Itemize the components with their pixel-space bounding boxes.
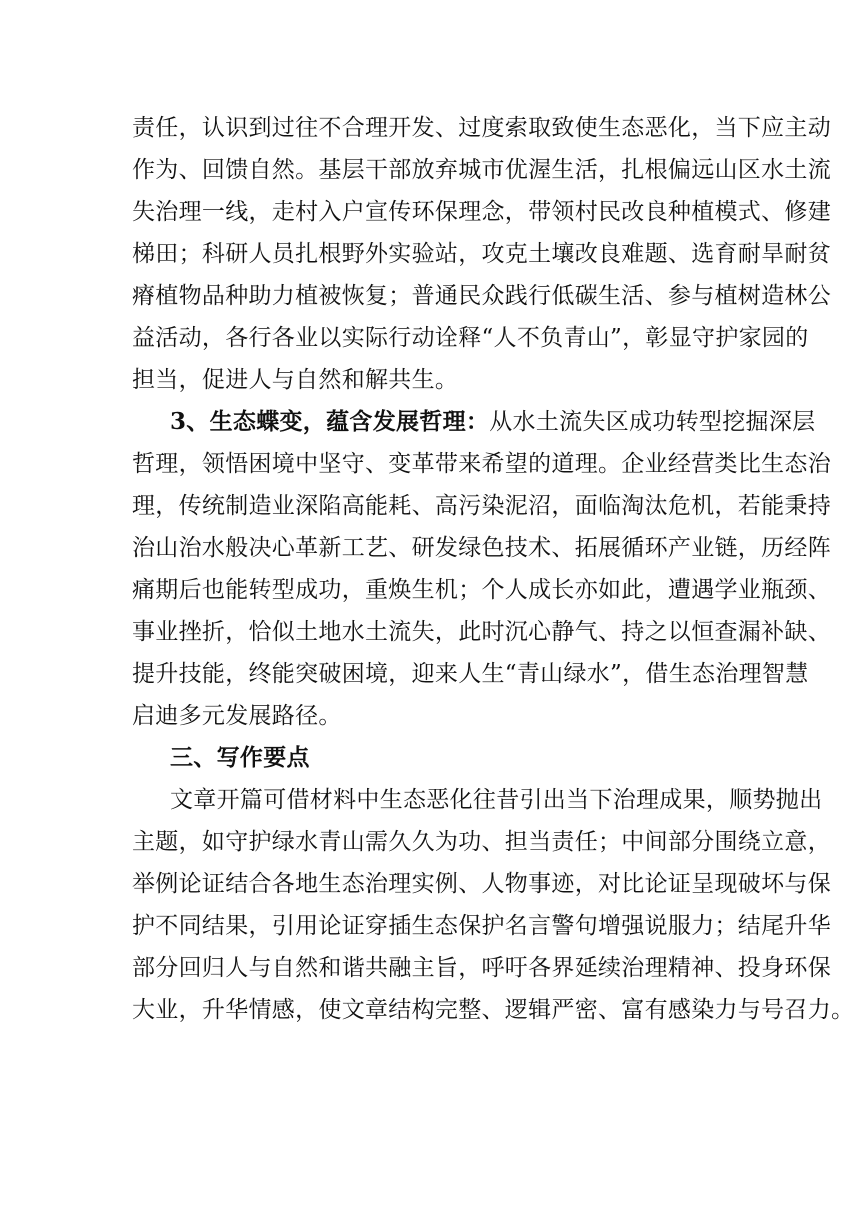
text-line: 部分回归人与自然和谐共融主旨，呼吁各界延续治理精神、投身环保 xyxy=(132,955,831,981)
text-line: 益活动，各行各业以实际行动诠释“人不负青山”，彰显守护家园的 xyxy=(132,325,809,351)
text-line: 主题，如守护绿水青山需久久为功、担当责任；中间部分围绕立意， xyxy=(132,829,831,855)
section-heading: 三、写作要点 xyxy=(170,744,310,771)
text-line: 事业挫折，恰似土地水土流失，此时沉心静气、持之以恒查漏补缺、 xyxy=(132,619,831,645)
text-line: 责任，认识到过往不合理开发、过度索取致使生态恶化，当下应主动 xyxy=(132,115,831,141)
text-line: 瘠植物品种助力植被恢复；普通民众践行低碳生活、参与植树造林公 xyxy=(132,283,831,309)
text-line: 举例论证结合各地生态治理实例、人物事迹，对比论证呈现破坏与保 xyxy=(132,871,831,897)
text-line-first xyxy=(170,406,816,438)
text-line: 理，传统制造业深陷高能耗、高污染泥沼，面临淘汰危机，若能秉持 xyxy=(132,493,831,519)
text-line-first: 文章开篇可借材料中生态恶化往昔引出当下治理成果，顺势抛出 xyxy=(170,787,823,813)
point-heading: 3、生态蝶变，蕴含发展哲理： xyxy=(170,408,490,435)
text-line: 大业，升华情感，使文章结构完整、逻辑严密、富有感染力与号召力。 xyxy=(132,997,855,1023)
text-line: 提升技能，终能突破困境，迎来人生“青山绿水”，借生态治理智慧 xyxy=(132,661,809,687)
text-line: 治山治水般决心革新工艺、研发绿色技术、拓展循环产业链，历经阵 xyxy=(132,535,831,561)
text-line: 启迪多元发展路径。 xyxy=(132,703,342,729)
text-line: 痛期后也能转型成功，重焕生机；个人成长亦如此，遭遇学业瓶颈、 xyxy=(132,577,831,603)
text-line: 担当，促进人与自然和解共生。 xyxy=(132,367,459,393)
text-line: 作为、回馈自然。基层干部放弃城市优渥生活，扎根偏远山区水土流 xyxy=(132,157,831,183)
text-line: 哲理，领悟困境中坚守、变革带来希望的道理。企业经营类比生态治 xyxy=(132,451,831,477)
text-line: 梯田；科研人员扎根野外实验站，攻克土壤改良难题、选育耐旱耐贫 xyxy=(132,241,831,267)
text-line: 护不同结果，引用论证穿插生态保护名言警句增强说服力；结尾升华 xyxy=(132,913,831,939)
point-heading-rest: 从水土流失区成功转型挖掘深层 xyxy=(489,409,816,435)
text-line: 失治理一线，走村入户宣传环保理念，带领村民改良种植模式、修建 xyxy=(132,199,831,225)
